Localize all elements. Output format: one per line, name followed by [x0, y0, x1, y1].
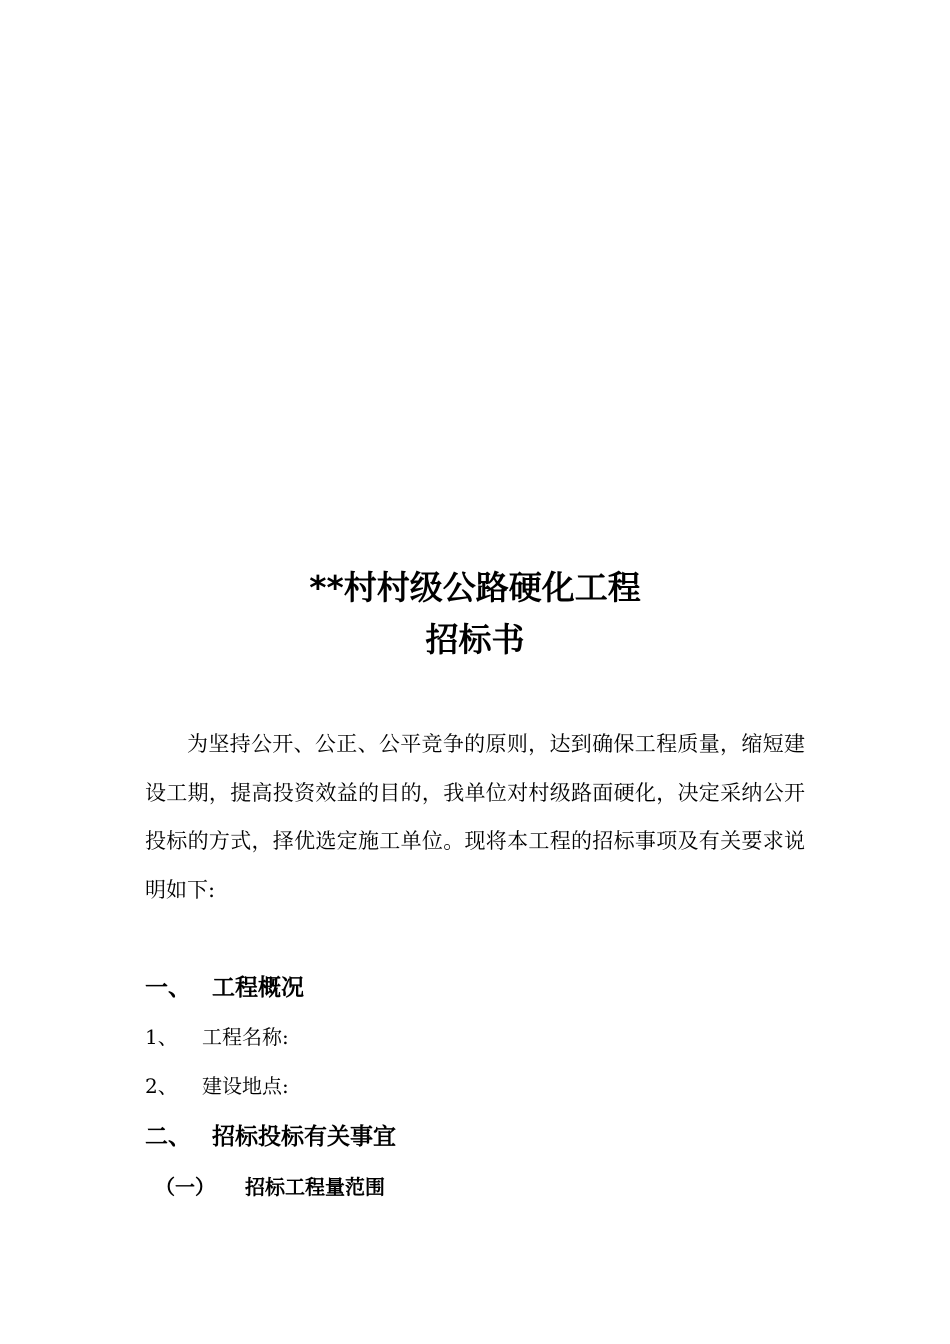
item-label: 建设地点:: [202, 1074, 289, 1098]
section-title: 招标投标有关事宜: [212, 1124, 396, 1150]
item-label: 工程名称:: [202, 1025, 289, 1049]
list-item-project-name: [145, 1023, 289, 1051]
item-number: 1、: [145, 1025, 178, 1049]
document-subtitle: 招标书: [425, 620, 525, 659]
document-title: **村村级公路硬化工程: [309, 568, 641, 607]
subsection-title: 招标工程量范围: [245, 1175, 385, 1199]
section-heading-bidding: [145, 1122, 396, 1152]
subsection-heading-scope: [155, 1173, 385, 1201]
section-number: 二、: [145, 1124, 191, 1150]
section-number: 一、: [145, 975, 191, 1001]
subsection-number: （一）: [155, 1175, 215, 1199]
section-heading-overview: [145, 973, 304, 1003]
intro-paragraph: 为坚持公开、公正、公平竞争的原则，达到确保工程质量，缩短建设工期，提高投资效益的目的，我单位对村级路面硬化，决定采纳公开投标的方式，择优选定施工单位。现将本工程的招标事项及有关要求说明如下:: [145, 732, 805, 902]
list-item-construction-site: [145, 1072, 289, 1100]
item-number: 2、: [145, 1074, 178, 1098]
section-title: 工程概况: [212, 975, 304, 1001]
